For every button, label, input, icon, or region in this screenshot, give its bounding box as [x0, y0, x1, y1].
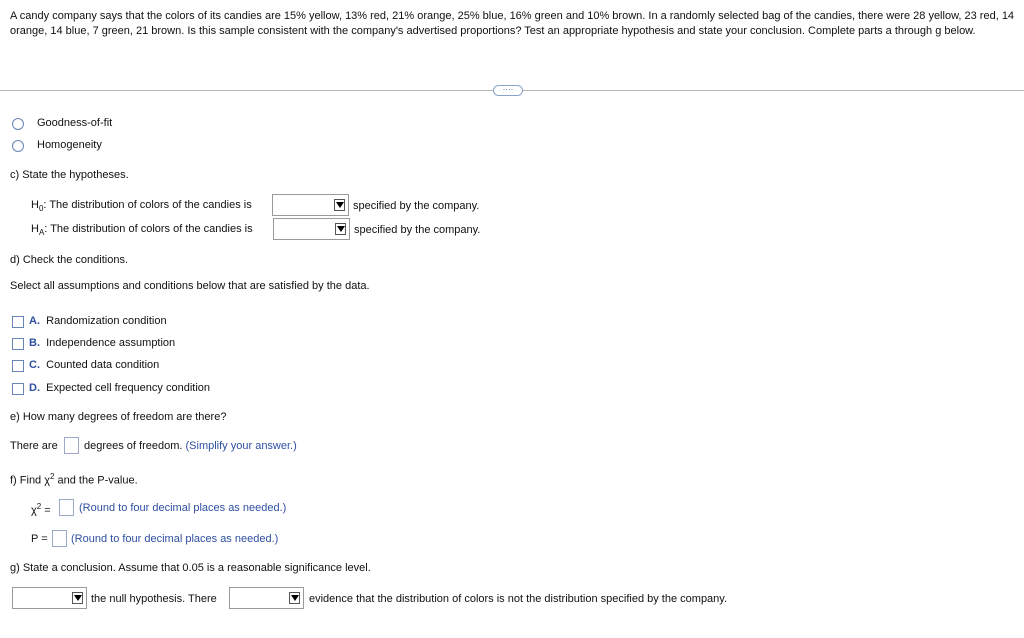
ha-text: : The distribution of colors of the candies is: [44, 223, 253, 235]
h0-statement: [31, 199, 252, 213]
show-more-button[interactable]: ····: [493, 85, 523, 96]
homogeneity-radio[interactable]: [12, 140, 24, 152]
option-c-letter: C.: [29, 359, 40, 371]
ha-statement: [31, 223, 253, 237]
option-a-label: Randomization condition: [46, 315, 167, 327]
h0-dropdown[interactable]: [272, 194, 349, 216]
part-d-heading: d) Check the conditions.: [10, 254, 129, 266]
p-value-input[interactable]: [52, 530, 67, 547]
independence-checkbox[interactable]: [12, 338, 24, 350]
null-hypothesis-decision-dropdown[interactable]: [12, 587, 87, 609]
chi-symbol: χ: [31, 504, 37, 517]
part-g-heading: g) State a conclusion. Assume that 0.05 is a reasonable significance level.: [10, 562, 371, 574]
h0-subscript: 0: [38, 204, 44, 214]
option-c: [29, 359, 159, 371]
problem-statement: A candy company says that the colors of its candies are 15% yellow, 13% red, 21% orange, 25% blue, 16% green and 10% brown. In a randomly selected bag of the candies, there were 28 yellow, 23 red, 14 orange, 14 blue, 7 green, 21 brown. Is this sample consistent with the company's advertised proportions? Test an appropriate hypothesis and state your conclusion. Complete parts a through g below.: [10, 10, 1015, 37]
homogeneity-label: Homogeneity: [37, 139, 102, 151]
option-a-letter: A.: [29, 315, 40, 327]
randomization-checkbox[interactable]: [12, 316, 24, 328]
chi-superscript: 2: [36, 502, 42, 511]
chi-square-label: [31, 502, 51, 517]
df-suffix-text: degrees of freedom.: [84, 440, 183, 452]
option-b: [29, 337, 175, 349]
df-input[interactable]: [64, 437, 79, 454]
ha-suffix: specified by the company.: [354, 224, 481, 236]
goodness-of-fit-radio[interactable]: [12, 118, 24, 130]
part-e-heading: e) How many degrees of freedom are there?: [10, 411, 227, 423]
ha-subscript: A: [38, 228, 45, 238]
goodness-of-fit-label: Goodness-of-fit: [37, 117, 113, 129]
option-d-label: Expected cell frequency condition: [46, 382, 211, 394]
option-d-letter: D.: [29, 382, 40, 394]
conclusion-mid-text: the null hypothesis. There: [91, 593, 217, 605]
part-f-heading-sup: 2: [50, 472, 55, 481]
chi-equals: =: [41, 504, 51, 517]
chi-square-hint: (Round to four decimal places as needed.): [79, 502, 287, 514]
option-d: [29, 382, 210, 394]
df-suffix: [84, 440, 297, 452]
part-d-instruction: Select all assumptions and conditions below that are satisfied by the data.: [10, 280, 370, 292]
h0-suffix: specified by the company.: [353, 200, 480, 212]
df-hint: (Simplify your answer.): [185, 440, 297, 452]
df-prefix: There are: [10, 440, 58, 452]
chevron-down-icon: [289, 592, 300, 604]
evidence-dropdown[interactable]: [229, 587, 304, 609]
part-c-heading: c) State the hypotheses.: [10, 169, 129, 181]
chevron-down-icon: [334, 199, 345, 211]
option-c-label: Counted data condition: [46, 359, 160, 371]
part-f-heading: [10, 472, 138, 487]
option-b-label: Independence assumption: [46, 337, 176, 349]
expected-frequency-checkbox[interactable]: [12, 383, 24, 395]
conclusion-end-text: evidence that the distribution of colors is not the distribution specified by the company.: [309, 593, 728, 605]
part-f-heading-pre: f) Find χ: [10, 474, 51, 487]
part-f-heading-post: and the P-value.: [54, 474, 138, 487]
option-a: [29, 315, 167, 327]
chevron-down-icon: [335, 223, 346, 235]
ha-dropdown[interactable]: [273, 218, 350, 240]
chevron-down-icon: [72, 592, 83, 604]
p-value-hint: (Round to four decimal places as needed.): [71, 533, 279, 545]
counted-data-checkbox[interactable]: [12, 360, 24, 372]
h0-symbol: H: [31, 199, 39, 211]
p-value-label: P =: [31, 533, 48, 545]
h0-text: : The distribution of colors of the candies is: [43, 199, 252, 211]
option-b-letter: B.: [29, 337, 40, 349]
chi-square-input[interactable]: [59, 499, 74, 516]
ha-symbol: H: [31, 223, 39, 235]
